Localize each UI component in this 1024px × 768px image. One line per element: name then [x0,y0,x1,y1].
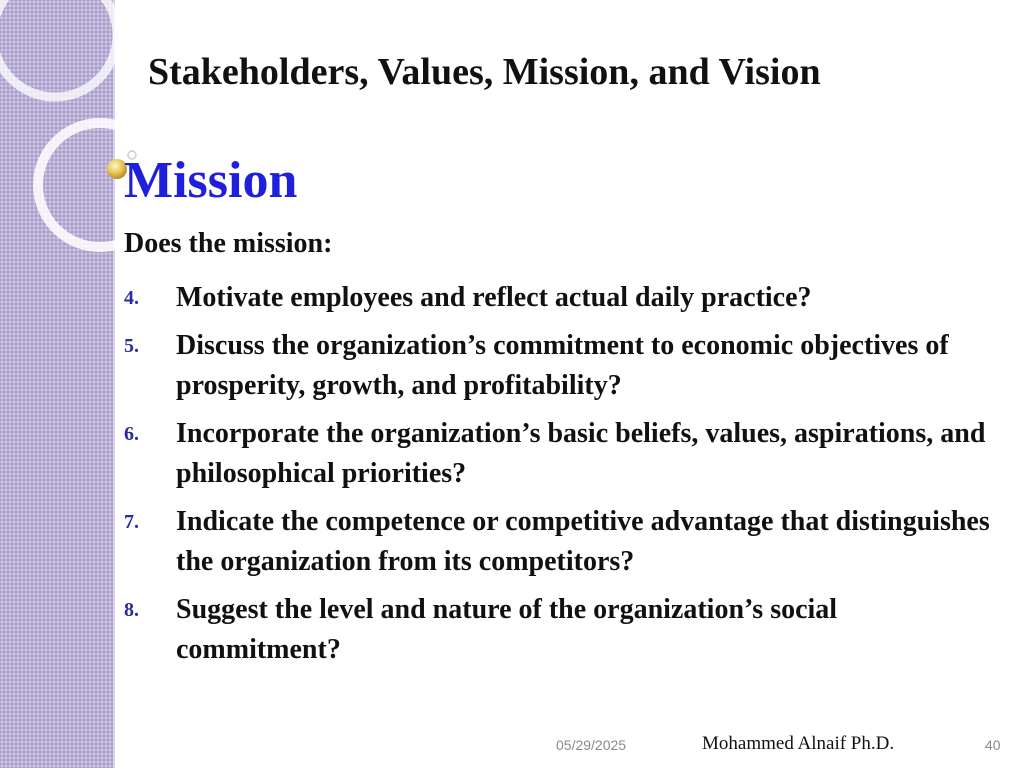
slide-title: Stakeholders, Values, Mission, and Vision [148,51,821,93]
decorative-large-ring [0,0,117,97]
list-item-number: 6. [124,423,139,445]
list-item-number: 8. [124,599,139,621]
list-item-text: Discuss the organization’s commitment to economic objectives of prosperity, growth, and profitability? [176,330,949,401]
question-list [124,278,994,678]
section-heading: Mission [124,152,298,209]
lead-text: Does the mission: [124,228,333,259]
list-item-text: Incorporate the organization’s basic beliefs, values, aspirations, and philosophical priorities? [176,418,986,489]
list-item-text: Suggest the level and nature of the organization’s social commitment? [176,594,838,665]
list-item [124,326,994,406]
footer-author: Mohammed Alnaif Ph.D. [702,733,895,754]
list-item-text: Indicate the competence or competitive advantage that distinguishes the organization from its competitors? [176,506,990,577]
list-item [124,502,994,582]
slide-number: 40 [985,737,1001,753]
list-item-text: Motivate employees and reflect actual daily practice? [176,282,812,313]
footer-date: 05/29/2025 [556,737,627,753]
list-item-number: 7. [124,511,139,533]
list-item-number: 4. [124,287,139,309]
list-item [124,590,994,670]
list-item [124,414,994,494]
list-item-number: 5. [124,335,139,357]
list-item [124,278,994,318]
